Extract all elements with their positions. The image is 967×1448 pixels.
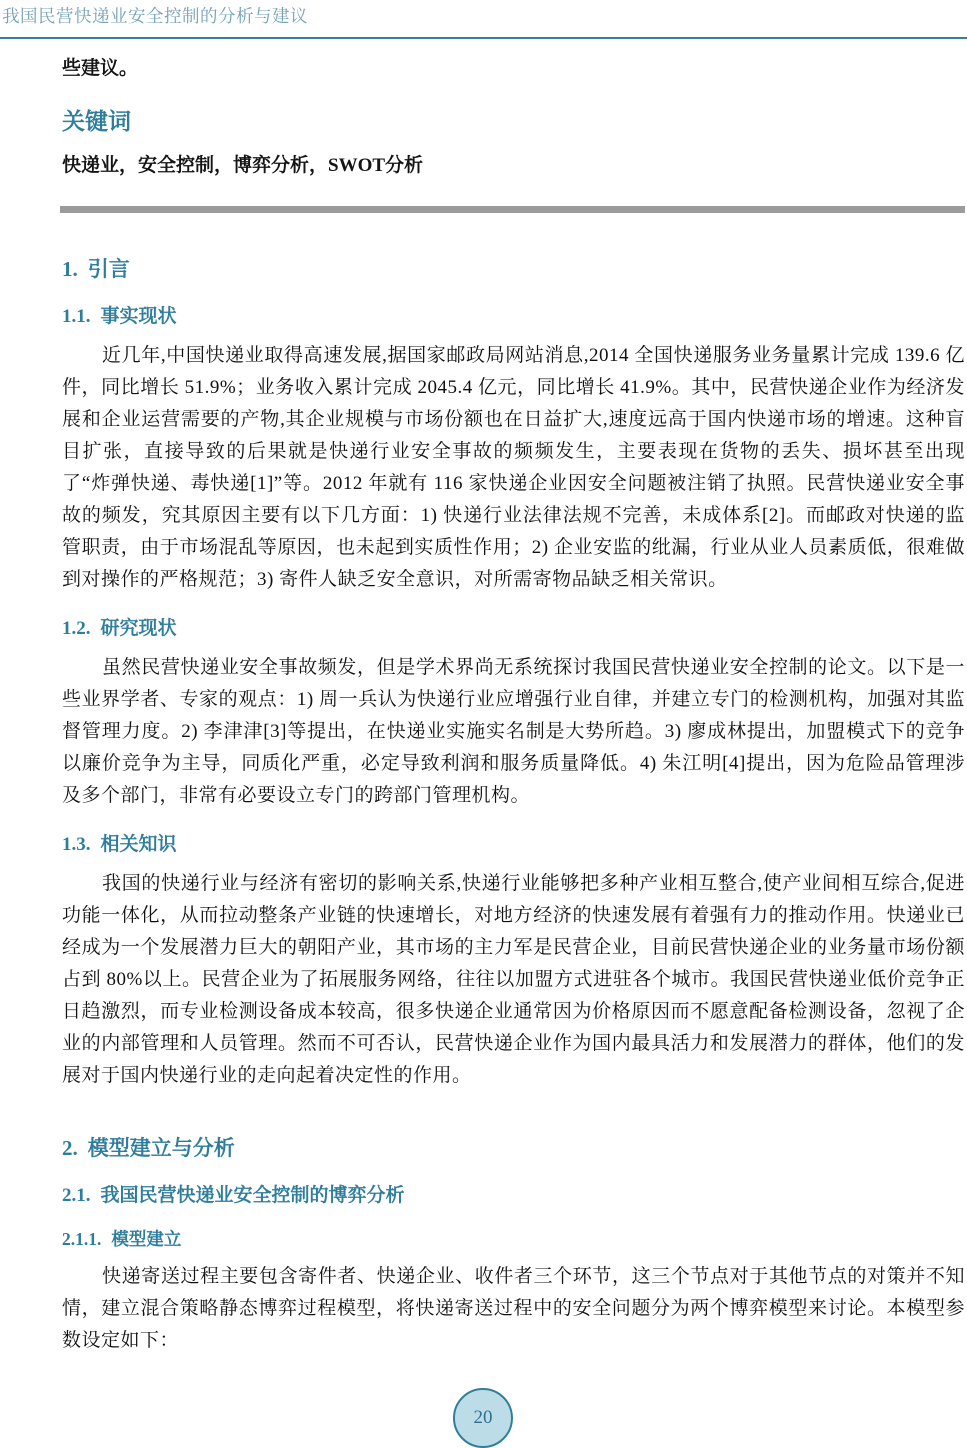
section-2-1-1-number: 2.1.1. xyxy=(62,1229,102,1249)
section-1-3-number: 1.3. xyxy=(62,834,91,855)
section-2-1-1-title: 模型建立 xyxy=(111,1229,182,1249)
section-2-1-1-heading xyxy=(62,1227,965,1251)
section-1-1-paragraph: 近几年,中国快递业取得高速发展,据国家邮政局网站消息,2014 全国快递服务业务量累计完成 139.6 亿件，同比增长 51.9%；业务收入累计完成 2045.4 亿元，同比增长 41.9%。其中，民营快递企业作为经济发展和企业运营需要的产物,其企业规模与市场份额也在日益扩大,速度远高于国内快递市场的增速。这种盲目扩张，直接导致的后果就是快递行业安全事故的频频发生，主要表现在货物的丢失、损坏甚至出现了“炸弹快递、毒快递[1]”等。2012 年就有 116 家快递企业因安全问题被注销了执照。民营快递业安全事故的频发，究其原因主要有以下几方面：1) 快递行业法律法规不完善，未成体系[2]。而邮政对快递的监管职责，由于市场混乱等原因，也未起到实质性作用；2) 企业安监的纰漏，行业从业人员素质低，很难做到对操作的严格规范；3) 寄件人缺乏安全意识，对所需寄物品缺乏相关常识。 xyxy=(62,345,965,590)
section-2-1-1-paragraph: 快递寄送过程主要包含寄件者、快递企业、收件者三个环节，这三个节点对于其他节点的对策并不知情，建立混合策略静态博弈过程模型，将快递寄送过程中的安全问题分为两个博弈模型来讨论。本模型参数设定如下： xyxy=(62,1266,965,1351)
section-1-2-title: 研究现状 xyxy=(100,618,177,639)
section-2-title: 模型建立与分析 xyxy=(87,1137,235,1160)
section-2-1-title: 我国民营快递业安全控制的博弈分析 xyxy=(100,1185,405,1206)
keywords-text: 快递业，安全控制，博弈分析，SWOT分析 xyxy=(62,155,424,176)
section-1-1-number: 1.1. xyxy=(62,306,91,327)
section-1-2-heading xyxy=(62,616,965,642)
page-content xyxy=(62,56,967,1357)
section-divider-bar xyxy=(60,206,965,213)
section-2-heading xyxy=(62,1134,965,1163)
section-1-title: 引言 xyxy=(87,258,130,281)
section-2-1-number: 2.1. xyxy=(62,1185,91,1206)
keywords-heading: 关键词 xyxy=(62,108,131,134)
section-2-number: 2. xyxy=(62,1136,78,1160)
abstract-tail-text: 些建议。 xyxy=(62,58,139,79)
section-1-3-paragraph: 我国的快递行业与经济有密切的影响关系,快递行业能够把多种产业相互整合,使产业间相互综合,促进功能一体化，从而拉动整条产业链的快速增长，对地方经济的快速发展有着强有力的推动作用。快递业已经成为一个发展潜力巨大的朝阳产业，其市场的主力军是民营企业，目前民营快递企业的业务量市场份额占到 80%以上。民营企业为了拓展服务网络，往往以加盟方式进驻各个城市。我国民营快递业低价竞争正日趋激烈，而专业检测设备成本较高，很多快递企业通常因为价格原因而不愿意配备检测设备，忽视了企业的内部管理和人员管理。然而不可否认，民营快递企业作为国内最具活力和发展潜力的群体，他们的发展对于国内快递行业的走向起着决定性的作用。 xyxy=(62,873,965,1086)
section-1-1-title: 事实现状 xyxy=(100,306,177,327)
section-1-2-paragraph: 虽然民营快递业安全事故频发，但是学术界尚无系统探讨我国民营快递业安全控制的论文。以下是一些业界学者、专家的观点：1) 周一兵认为快递行业应增强行业自律，并建立专门的检测机构，加强对其监督管理力度。2) 李津津[3]等提出，在快递业实施实名制是大势所趋。3) 廖成林提出，加盟模式下的竞争以廉价竞争为主导，同质化严重，必定导致利润和服务质量降低。4) 朱江明[4]提出，因为危险品管理涉及多个部门，非常有必要设立专门的跨部门管理机构。 xyxy=(62,657,965,806)
section-1-3-heading xyxy=(62,832,965,858)
page-number-badge xyxy=(453,1388,513,1448)
section-1-1-heading xyxy=(62,304,965,330)
section-1-heading xyxy=(62,255,965,284)
section-1-3-title: 相关知识 xyxy=(100,834,177,855)
running-head-title: 我国民营快递业安全控制的分析与建议 xyxy=(2,6,308,26)
section-1-number: 1. xyxy=(62,257,78,281)
section-2-1-heading xyxy=(62,1183,965,1209)
header-rule xyxy=(0,37,967,39)
section-1-2-number: 1.2. xyxy=(62,618,91,639)
page-number: 20 xyxy=(473,1407,493,1428)
